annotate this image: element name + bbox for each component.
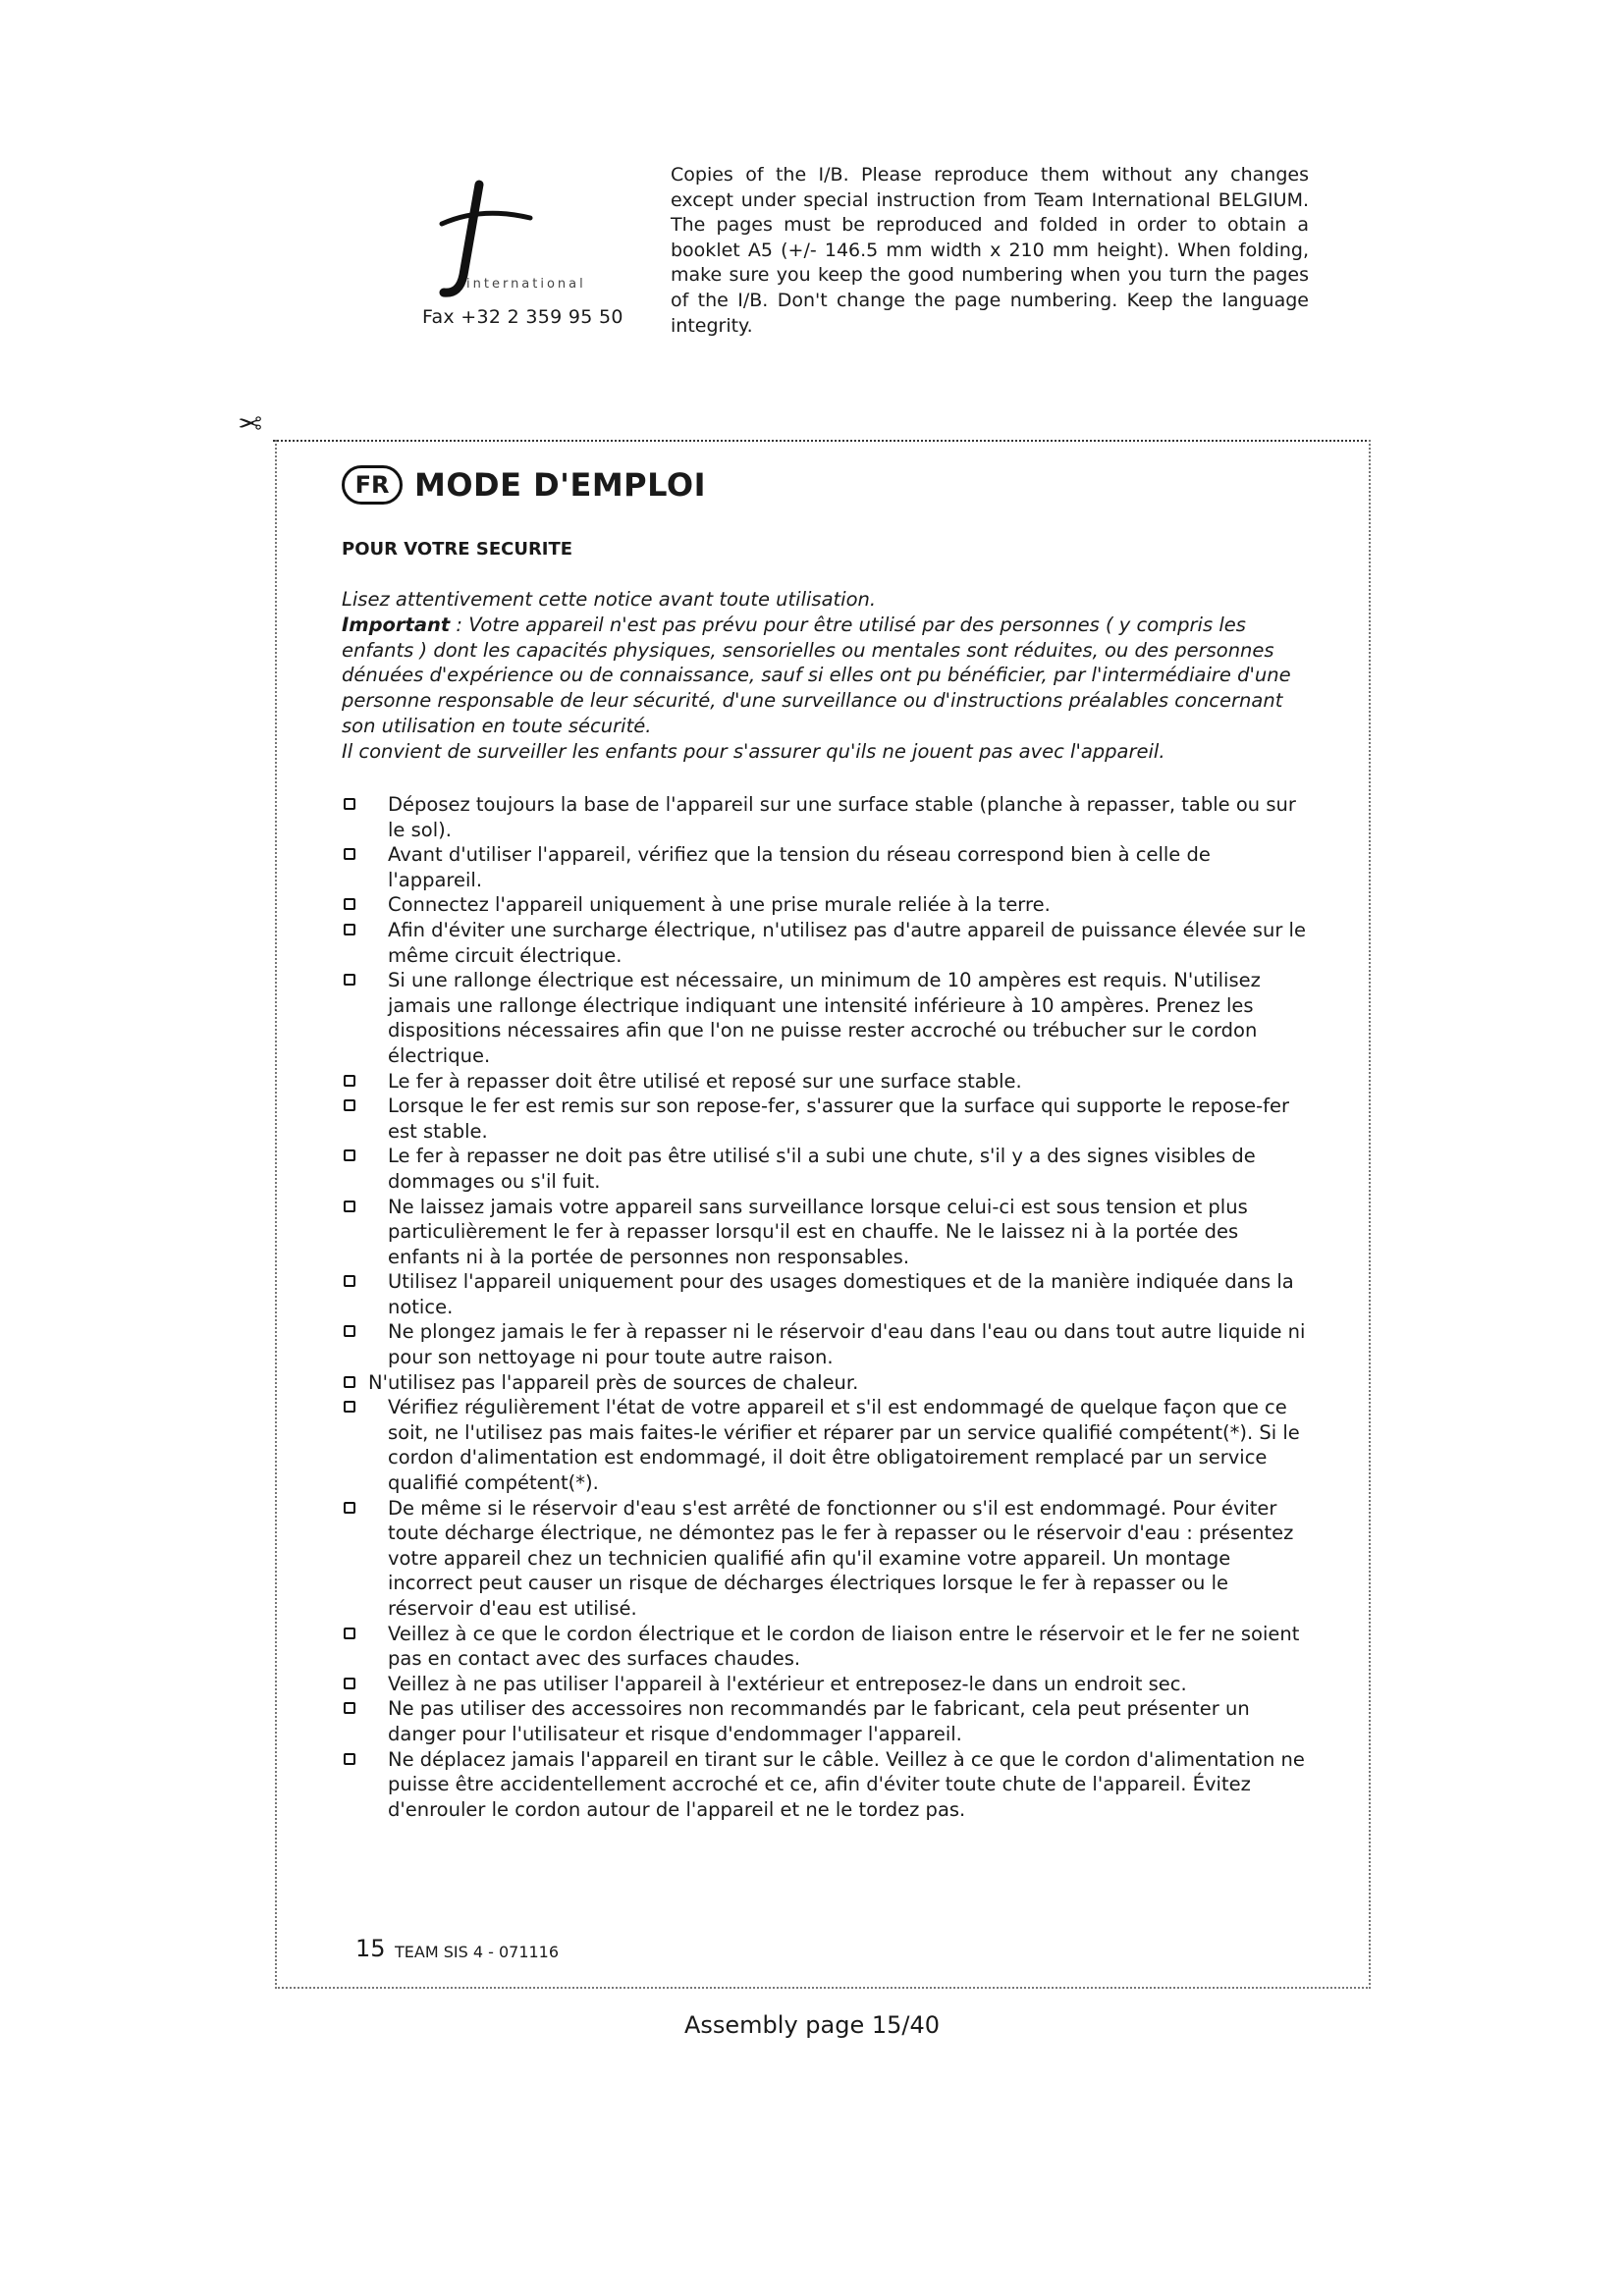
checkbox-icon (344, 924, 355, 935)
manual-heading (342, 465, 706, 505)
list-item: Lorsque le fer est remis sur son repose-fer, s'assurer que la surface qui supporte le repose-fer est stable. (342, 1094, 1309, 1144)
checkbox-icon (344, 798, 355, 810)
list-item: Utilisez l'appareil uniquement pour des usages domestiques et de la manière indiquée dans la notice. (342, 1269, 1309, 1319)
checkbox-icon (344, 1678, 355, 1689)
checkbox-icon (344, 848, 355, 860)
checkbox-icon (344, 1753, 355, 1765)
list-item: Vérifiez régulièrement l'état de votre appareil et s'il est endommagé de quelque façon que ce soit, ne l'utilisez pas mais faites-le vérifier et réparer par un service qualifié compétent(*). Si le cordon d'alimentation est endommagé, il doit être obligatoirement remplacé par un service qualifié compétent(*). (342, 1395, 1309, 1495)
reproduction-instructions: Copies of the I/B. Please reproduce them without any changes except under special instruction from Team International BELGIUM. The pages must be reproduced and folded in order to obtain a booklet A5 (+/- 146.5 mm width x 210 mm height). When folding, make sure you keep the good numbering when you turn the pages of the I/B. Don't change the page numbering. Keep the language integrity. (671, 164, 1309, 337)
checkbox-icon (344, 1075, 355, 1087)
fax-number: Fax +32 2 359 95 50 (422, 306, 623, 328)
checkbox-icon (344, 1401, 355, 1413)
list-item: Afin d'éviter une surcharge électrique, n'utilisez pas d'autre appareil de puissance élevée sur le même circuit électrique. (342, 918, 1309, 968)
checkbox-icon (344, 898, 355, 910)
list-item: Ne laissez jamais votre appareil sans surveillance lorsque celui-ci est sous tension et plus particulièrement le fer à repasser lorsqu'il est en chauffe. Ne le laissez ni à la portée des enfants ni à la portée de personnes non responsables. (342, 1195, 1309, 1270)
list-item: Déposez toujours la base de l'appareil sur une surface stable (planche à repasser, table ou sur le sol). (342, 792, 1309, 842)
assembly-page-label: Assembly page 15/40 (683, 2011, 941, 2039)
checkbox-icon (344, 1149, 355, 1161)
checkbox-icon (344, 1275, 355, 1287)
intro-important (342, 613, 1309, 739)
page-number: 15 (355, 1935, 386, 1962)
checkbox-icon (344, 1628, 355, 1639)
checkbox-icon (344, 1325, 355, 1337)
important-text: : Votre appareil n'est pas prévu pour être utilisé par des personnes ( y compris les enfants ) dont les capacités physiques, sensorielles ou mentales sont réduites, ou des personnes dénuées d'expérience ou de connaissance, sauf si elles ont pu bénéficier, par l'intermédiaire d'une personne responsable de leur sécurité, d'une surveillance ou d'instructions préalables concernant son utilisation en toute sécurité. (342, 613, 1291, 737)
list-item: De même si le réservoir d'eau s'est arrêté de fonctionner ou s'il est endommagé. Pour éviter toute décharge électrique, ne démontez pas le fer à repasser ou le réservoir d'eau : présentez votre appareil chez un technicien qualifié afin qu'il examine votre appareil. Un montage incorrect peut causer un risque de décharges électriques lorsque le fer à repasser ou le réservoir d'eau est utilisé. (342, 1496, 1309, 1622)
important-label: Important (342, 613, 451, 636)
list-item: Connectez l'appareil uniquement à une prise murale reliée à la terre. (342, 892, 1309, 918)
checkbox-icon (344, 974, 355, 986)
list-item: N'utilisez pas l'appareil près de sources de chaleur. (342, 1370, 1309, 1396)
list-item: Le fer à repasser ne doit pas être utilisé s'il a subi une chute, s'il y a des signes visibles de dommages ou s'il fuit. (342, 1144, 1309, 1194)
checkbox-icon (344, 1099, 355, 1111)
checkbox-icon (344, 1702, 355, 1714)
list-item: Veillez à ce que le cordon électrique et le cordon de liaison entre le réservoir et le fer ne soient pas en contact avec des surfaces chaudes. (342, 1622, 1309, 1672)
list-item: Veillez à ne pas utiliser l'appareil à l'extérieur et entreposez-le dans un endroit sec. (342, 1672, 1309, 1697)
intro-read-notice: Lisez attentivement cette notice avant toute utilisation. (342, 588, 877, 611)
section-title: POUR VOTRE SECURITE (342, 539, 573, 560)
checkbox-icon (344, 1201, 355, 1212)
checkbox-icon (344, 1502, 355, 1514)
logo-subtext: international (466, 277, 586, 292)
scissors-icon: ✂ (238, 404, 263, 439)
list-item: Avant d'utiliser l'appareil, vérifiez que la tension du réseau correspond bien à celle de l'appareil. (342, 842, 1309, 892)
safety-list (342, 792, 1309, 1822)
list-item: Ne pas utiliser des accessoires non recommandés par le fabricant, cela peut présenter un danger pour l'utilisateur et risque d'endommager l'appareil. (342, 1696, 1309, 1746)
list-item: Ne déplacez jamais l'appareil en tirant sur le câble. Veillez à ce que le cordon d'alimentation ne puisse être accidentellement accroché et ce, afin d'éviter toute chute de l'appareil. Évitez d'enrouler le cordon autour de l'appareil et ne le tordez pas. (342, 1747, 1309, 1823)
intro-children: Il convient de surveiller les enfants pour s'assurer qu'ils ne jouent pas avec l'appareil. (342, 739, 1165, 763)
list-item: Si une rallonge électrique est nécessaire, un minimum de 10 ampères est requis. N'utilisez jamais une rallonge électrique indiquant une intensité inférieure à 10 ampères. Prenez les dispositions nécessaires afin que l'on ne puisse rester accroché ou trébucher sur le cordon électrique. (342, 968, 1309, 1068)
checkbox-icon (344, 1376, 355, 1388)
safety-intro (342, 587, 1309, 765)
language-badge: FR (342, 465, 403, 505)
page-code: TEAM SIS 4 - 071116 (395, 1943, 560, 1961)
list-item: Ne plongez jamais le fer à repasser ni le réservoir d'eau dans l'eau ou dans tout autre liquide ni pour son nettoyage ni pour toute autre raison. (342, 1319, 1309, 1369)
manual-title: MODE D'EMPLOI (414, 466, 706, 504)
list-item: Le fer à repasser doit être utilisé et reposé sur une surface stable. (342, 1069, 1309, 1095)
